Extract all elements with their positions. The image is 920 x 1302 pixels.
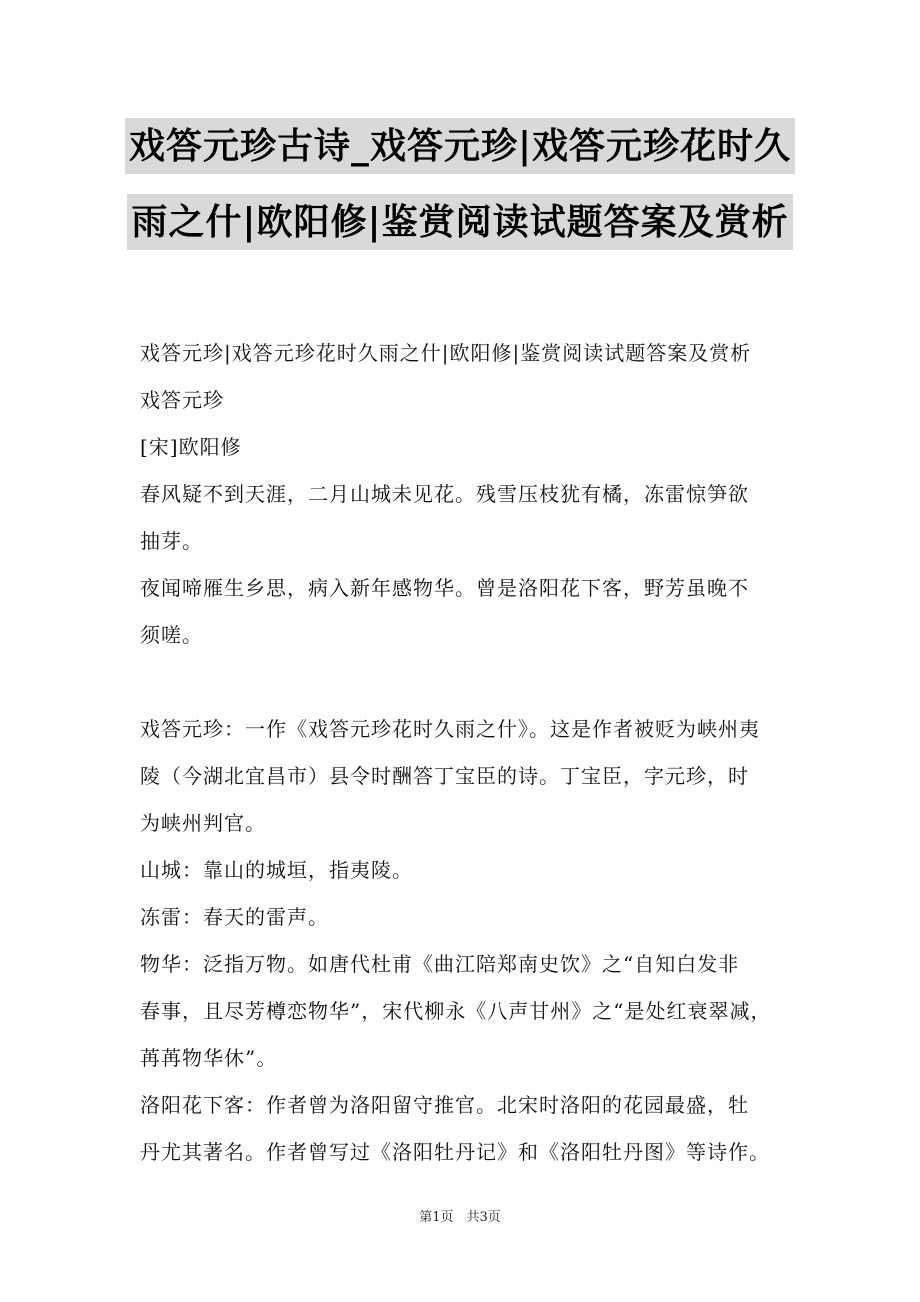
- title-line-1: 戏答元珍古诗_戏答元珍|戏答元珍花时久: [125, 118, 795, 174]
- note-line: 丹尤其著名。作者曾写过《洛阳牡丹记》和《洛阳牡丹图》等诗作。: [140, 1140, 770, 1164]
- note-line: 冻雷：春天的雷声。: [140, 905, 329, 929]
- note-line: 物华：泛指万物。如唐代杜甫《曲江陪郑南史饮》之“自知白发非: [140, 952, 740, 976]
- page-number-footer: 第1页 共3页: [419, 1210, 501, 1225]
- poem-heading: 戏答元珍|戏答元珍花时久雨之什|欧阳修|鉴赏阅读试题答案及赏析: [140, 341, 752, 365]
- note-line: 洛阳花下客：作者曾为洛阳留守推官。北宋时洛阳的花园最盛，牡: [140, 1093, 749, 1117]
- note-line: 为峡州判官。: [140, 811, 266, 835]
- document-title: [0, 118, 920, 250]
- note-line: 陵（今湖北宜昌市）县令时酬答丁宝臣的诗。丁宝臣，字元珍，时: [140, 764, 749, 788]
- poem-line: 春风疑不到天涯，二月山城未见花。残雪压枝犹有橘，冻雷惊笋欲: [140, 482, 749, 506]
- note-line: 山城：靠山的城垣，指夷陵。: [140, 858, 413, 882]
- paragraph-spacer: [140, 659, 790, 706]
- poem-line: 夜闻啼雁生乡思，病入新年感物华。曾是洛阳花下客，野芳虽晚不: [140, 576, 749, 600]
- poem-line: 须嗟。: [140, 623, 203, 647]
- document-body: [140, 330, 790, 1176]
- note-line: 春事，且尽芳樽恋物华”，宋代柳永《八声甘州》之“是处红衰翠减，: [140, 999, 772, 1023]
- poem-name: 戏答元珍: [140, 388, 224, 412]
- note-line: 苒苒物华休”。: [140, 1046, 278, 1070]
- poem-author: [宋]欧阳修: [140, 435, 242, 459]
- title-line-2: 雨之什|欧阳修|鉴赏阅读试题答案及赏析: [127, 194, 792, 250]
- note-line: 戏答元珍：一作《戏答元珍花时久雨之什》。这是作者被贬为峡州夷: [140, 717, 760, 741]
- poem-line: 抽芽。: [140, 529, 203, 553]
